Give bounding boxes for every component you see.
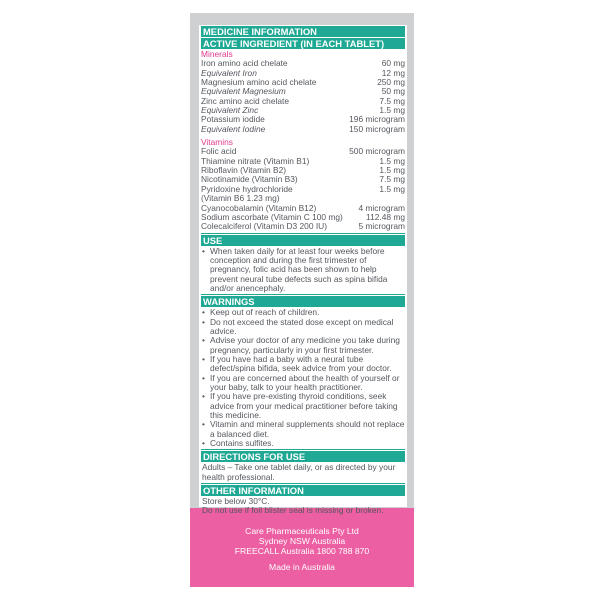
ingredient-row: Cyanocobalamin (Vitamin B12) 4 microgram [201, 202, 405, 213]
minerals-list [201, 59, 405, 134]
use-list [201, 247, 405, 294]
manufacturer-name: Care Pharmaceuticals Pty Ltd [245, 526, 359, 536]
list-item: • If you have had a baby with a neural tube defect/spina bifida, seek advice from your doctor. [201, 355, 405, 374]
made-in-label: Made in Australia [269, 562, 335, 573]
seal-warning-text: Do not use if foil blister seal is missing or broken. [202, 505, 384, 516]
ingredient-row: Nicotinamide (Vitamin B3) 7.5 mg [201, 174, 405, 185]
list-item: • Vitamin and mineral supplements should not replace a balanced diet. [201, 420, 405, 439]
list-item: • Contains sulfites. [201, 439, 405, 448]
ingredient-row: Equivalent Iron 12 mg [201, 67, 405, 78]
freecall-number: FREECALL Australia 1800 788 870 [234, 545, 370, 556]
ingredient-row: Pyridoxine hydrochloride 1.5 mg [201, 183, 405, 194]
use-header: USE [201, 235, 405, 246]
ingredient-row: Iron amino acid chelate 60 mg [201, 58, 405, 69]
manufacturer-location: Sydney NSW Australia [258, 535, 346, 546]
warnings-list [201, 308, 405, 448]
active-ingredient-header: ACTIVE INGREDIENT (IN EACH TABLET) [201, 38, 405, 49]
warnings-header: WARNINGS [201, 296, 405, 307]
minerals-label: Minerals [201, 49, 233, 59]
other-info-header: OTHER INFORMATION [201, 485, 405, 496]
directions-text: Adults – Take one tablet daily, or as directed by your health professional. [202, 462, 396, 482]
ingredient-row: Colecalciferol (Vitamin D3 200 IU) 5 microgram [201, 221, 405, 232]
list-item: • Do not exceed the stated dose except on medical advice. [201, 318, 405, 337]
list-item: • If you have pre-existing thyroid conditions, seek advice from your medical practitioner before taking this medicine. [201, 392, 405, 420]
ingredient-row: Magnesium amino acid chelate 250 mg [201, 77, 405, 88]
medicine-info-header: MEDICINE INFORMATION [201, 26, 405, 37]
ingredient-row: Zinc amino acid chelate 7.5 mg [201, 95, 405, 106]
ingredient-row: Equivalent Magnesium 50 mg [201, 86, 405, 97]
ingredient-row: (Vitamin B6 1.23 mg) [201, 193, 280, 204]
manufacturer-info [190, 527, 414, 573]
vitamins-list [201, 147, 405, 231]
vitamins-label: Vitamins [201, 137, 233, 148]
ingredient-row: Potassium iodide 196 microgram [201, 114, 405, 125]
ingredient-row: Equivalent Iodine 150 microgram [201, 123, 405, 134]
ingredient-row: Thiamine nitrate (Vitamin B1) 1.5 mg [201, 155, 405, 166]
list-item: • Advise your doctor of any medicine you take during pregnancy, particularly in your first trimester. [201, 336, 405, 355]
storage-text: Store below 30°C. [202, 496, 270, 507]
ingredient-row: Sodium ascorbate (Vitamin C 100 mg) 112.48 mg [201, 211, 405, 222]
directions-header: DIRECTIONS FOR USE [201, 451, 405, 462]
list-item: • When taken daily for at least four weeks before conception and during the first trimester of pregnancy, folic acid has been shown to help prevent neural tube defects such as spina bifida and/or anencephaly. [201, 247, 405, 294]
ingredient-row: Folic acid 500 microgram [201, 146, 405, 157]
ingredient-row: Equivalent Zinc 1.5 mg [201, 105, 405, 116]
medicine-info-content [201, 26, 405, 516]
list-item: • Keep out of reach of children. [201, 308, 405, 317]
list-item: • If you are concerned about the health of yourself or your baby, talk to your health practitioner. [201, 374, 405, 393]
ingredient-row: Riboflavin (Vitamin B2) 1.5 mg [201, 165, 405, 176]
